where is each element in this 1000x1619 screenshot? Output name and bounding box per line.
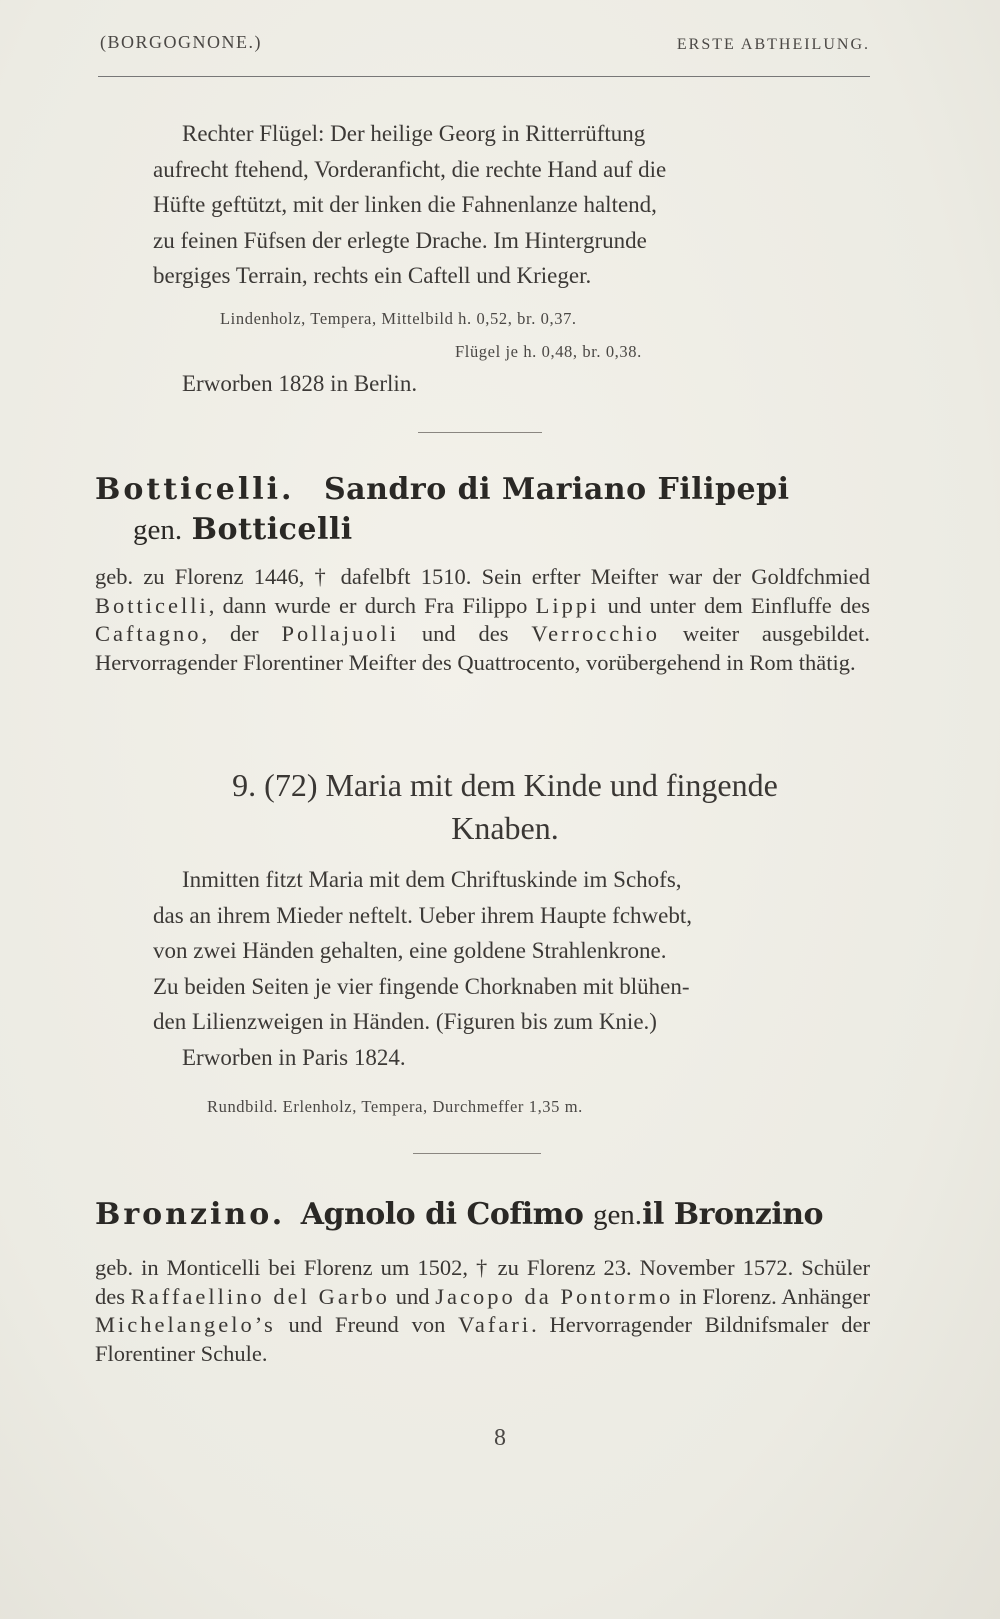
running-header: [100, 32, 870, 66]
text-line: zu feinen Füfsen der erlegte Drache. Im Hintergrunde: [153, 227, 647, 253]
text-line: von zwei Händen gehalten, eine goldene Strahlenkrone.: [153, 938, 667, 963]
bio-text: und Freund von: [275, 1312, 459, 1337]
bio-text: , dann wurde er durch Fra Filippo: [208, 592, 536, 618]
bio-highlight: Lippi: [535, 592, 600, 618]
acquired-line: Erworben in Paris 1824.: [182, 1044, 406, 1070]
wing-description: [153, 116, 871, 294]
header-left: (BORGOGNONE.): [100, 32, 262, 52]
artist-name: Bronzino.: [95, 1197, 286, 1232]
artist-heading-bronzino: [95, 1195, 875, 1235]
section-divider: [413, 1153, 541, 1154]
entry-description: [153, 862, 871, 1075]
section-divider: [418, 432, 542, 433]
bio-highlight: Pollajuoli: [281, 621, 400, 646]
bio-highlight: Caftagno: [95, 621, 202, 646]
text-line: den Lilienzweigen in Händen. (Figuren bis zum Knie.): [153, 1009, 657, 1034]
bio-highlight: Jacopo da Pontormo: [435, 1283, 674, 1309]
acquired-line: Erworben 1828 in Berlin.: [182, 371, 418, 396]
entry-title-line: 9. (72) Maria mit dem Kinde und fingende: [232, 767, 778, 803]
material-line-1: Lindenholz, Tempera, Mittelbild h. 0,52, br. 0,37.: [220, 309, 577, 328]
text-line: Rechter Flügel: Der heilige Georg in Ritterrüftung: [182, 121, 646, 146]
bio-highlight: Raffaellino del Garbo: [130, 1283, 390, 1309]
bio-text: . Hervorragender Bildnifsmaler der Florentiner Schule.: [95, 1312, 870, 1366]
artist-name: Botticelli.: [95, 472, 295, 507]
gen-name: il Bronzino: [642, 1197, 824, 1232]
header-rule: [98, 76, 870, 77]
bio-text: geb. zu Florenz 1446, † dafelbft 1510. Sein erfter Meifter war der Goldfchmied: [95, 564, 870, 589]
gen-name: Botticelli: [191, 512, 353, 547]
material-line-2: Flügel je h. 0,48, br. 0,38.: [455, 342, 642, 361]
bio-text: geb. in Monticelli bei Florenz um 1502, † zu Florenz 23. November 1572. Schüler des: [95, 1255, 870, 1309]
header-right: ERSTE ABTHEILUNG.: [676, 36, 870, 53]
bio-text: und unter dem Einfluffe des: [599, 592, 871, 618]
wing-description-text: [153, 116, 871, 294]
text-line: aufrecht ftehend, Vorderanficht, die rechte Hand auf die: [153, 156, 667, 182]
bio-text: und des: [399, 621, 532, 646]
entry-title-line: Knaben.: [451, 810, 559, 846]
bio-text: in Florenz. Anhänger: [673, 1283, 871, 1309]
artist-heading-botticelli: [95, 470, 875, 550]
text-line: Inmitten fitzt Maria mit dem Chriftuskinde im Schofs,: [182, 867, 682, 892]
text-line: Hüfte geftützt, mit der linken die Fahnenlanze haltend,: [153, 192, 657, 217]
bio-highlight: Botticelli: [95, 592, 209, 618]
artist-bio-botticelli: [95, 563, 870, 677]
bio-text: und: [389, 1283, 436, 1309]
entry-material: Rundbild. Erlenholz, Tempera, Durchmeffer 1,35 m.: [207, 1097, 583, 1116]
gen-prefix: gen.: [592, 1199, 643, 1231]
text-line: bergiges Terrain, rechts ein Caftell und Krieger.: [153, 263, 592, 288]
gen-prefix: gen.: [133, 514, 183, 546]
text-line: das an ihrem Mieder neftelt. Ueber ihrem Haupte fchwebt,: [153, 902, 693, 928]
bio-text: , der: [201, 621, 282, 646]
artist-full-name: Agnolo di Cofimo: [300, 1197, 584, 1232]
page-number: 8: [494, 1425, 506, 1451]
entry-description-text: [153, 862, 871, 1075]
artist-bio-bronzino: [95, 1254, 870, 1368]
entry-title: [135, 764, 875, 850]
bio-text: weiter ausgebildet. Hervorragender Florentiner Meifter des Quattrocento, vorübergehend in Rom thätig.: [95, 621, 871, 675]
bio-highlight: Michelangelo’s: [95, 1312, 276, 1337]
bio-highlight: Vafari: [458, 1312, 532, 1337]
text-line: Zu beiden Seiten je vier fingende Chorknaben mit blühen-: [153, 973, 690, 999]
artist-full-name: Sandro di Mariano Filipepi: [324, 472, 790, 507]
bio-highlight: Verrocchio: [531, 621, 661, 646]
